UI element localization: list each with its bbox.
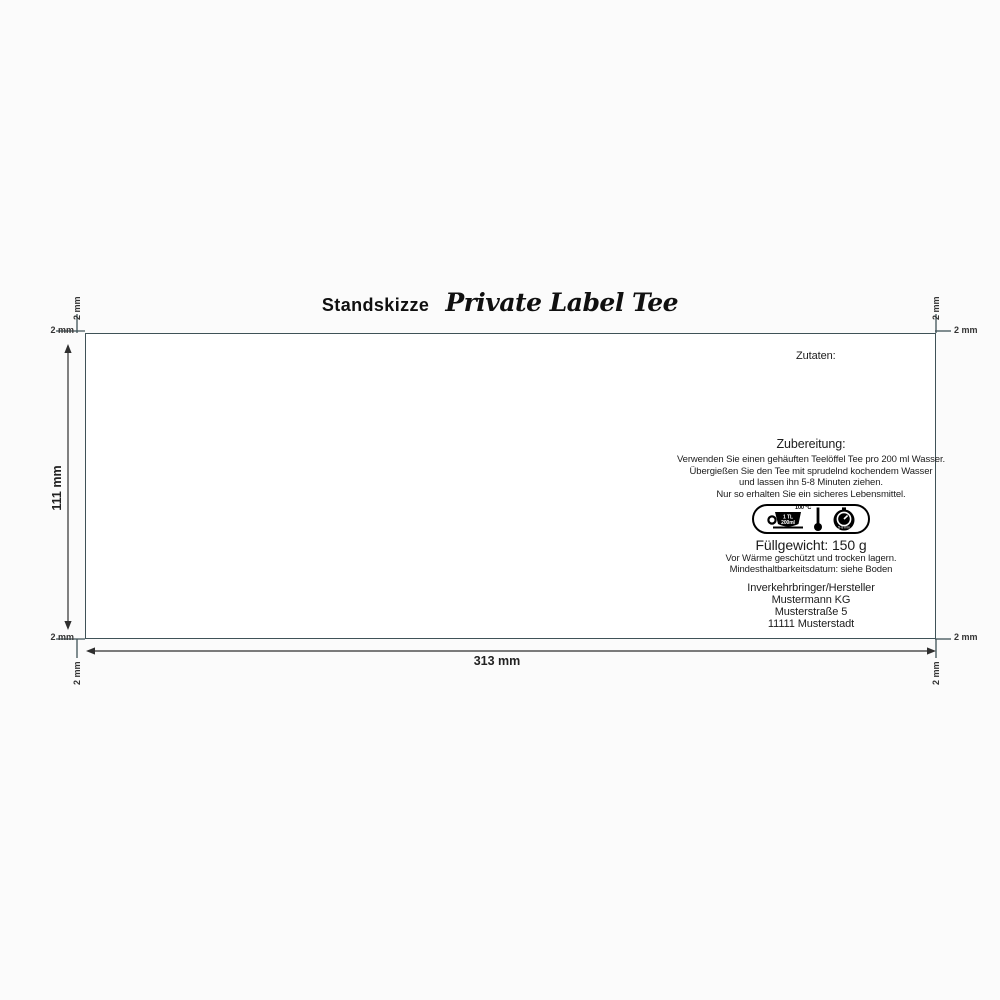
- height-dimension-line: [64, 344, 71, 630]
- manufacturer-line: 11111 Musterstadt: [767, 618, 855, 630]
- preparation-line: Übergießen Sie den Tee mit sprudelnd kochendem Wasser: [689, 465, 933, 477]
- preparation-line: Nur so erhalten Sie ein sicheres Lebensmittel.: [716, 488, 906, 500]
- manufacturer-block: [641, 582, 981, 630]
- label-outline: [85, 333, 946, 639]
- manufacturer-line: Mustermann KG: [771, 594, 851, 606]
- label-text-block: [641, 437, 981, 630]
- margin-label-bottom-right-v: 2 mm: [931, 661, 941, 685]
- margin-label-bottom-left-v: 2 mm: [72, 661, 82, 685]
- arrow-left-icon: [86, 647, 95, 654]
- margin-label-top-left-h: 2 mm: [50, 325, 74, 335]
- width-dimension-label: 313 mm: [473, 654, 521, 668]
- product-name: Private Label Tee: [445, 288, 679, 317]
- svg-text:200ml: 200ml: [780, 520, 795, 526]
- manufacturer-heading: Inverkehrbringer/Hersteller: [747, 582, 875, 594]
- height-dimension-label: 111 mm: [50, 465, 64, 511]
- margin-label-top-right-h: 2 mm: [954, 325, 978, 335]
- thermometer-icon: [812, 506, 824, 532]
- svg-text:5-8 min: 5-8 min: [837, 525, 850, 530]
- stopwatch-icon: [832, 507, 856, 531]
- preparation-line: Verwenden Sie einen gehäuften Teelöffel Tee pro 200 ml Wasser.: [676, 454, 946, 465]
- margin-label-top-right-v: 2 mm: [931, 296, 941, 320]
- margin-label-bottom-left-h: 2 mm: [50, 632, 74, 642]
- brew-instructions-box: [752, 504, 870, 534]
- svg-text:1 TL: 1 TL: [782, 514, 793, 521]
- storage-note-line: Mindesthaltbarkeitsdatum: siehe Boden: [729, 564, 893, 575]
- sketch-title: Standskizze: [321, 295, 430, 315]
- preparation-line: und lassen ihn 5-8 Minuten ziehen.: [739, 477, 883, 488]
- ingredients-heading: Zutaten:: [796, 350, 836, 362]
- preparation-heading: Zubereitung:: [776, 437, 846, 451]
- sketch-title-row: [0, 288, 1000, 317]
- temperature-label: 100 °C: [795, 505, 812, 511]
- thermometer-wrap: [795, 505, 824, 532]
- arrow-up-icon: [64, 344, 71, 353]
- storage-note-line: Vor Wärme geschützt und trocken lagern.: [725, 553, 897, 564]
- manufacturer-line: Musterstraße 5: [774, 606, 848, 618]
- margin-label-bottom-right-h: 2 mm: [954, 632, 978, 642]
- fill-weight-label: Füllgewicht: 150 g: [755, 537, 867, 553]
- arrow-down-icon: [64, 621, 71, 630]
- margin-label-top-left-v: 2 mm: [72, 296, 82, 320]
